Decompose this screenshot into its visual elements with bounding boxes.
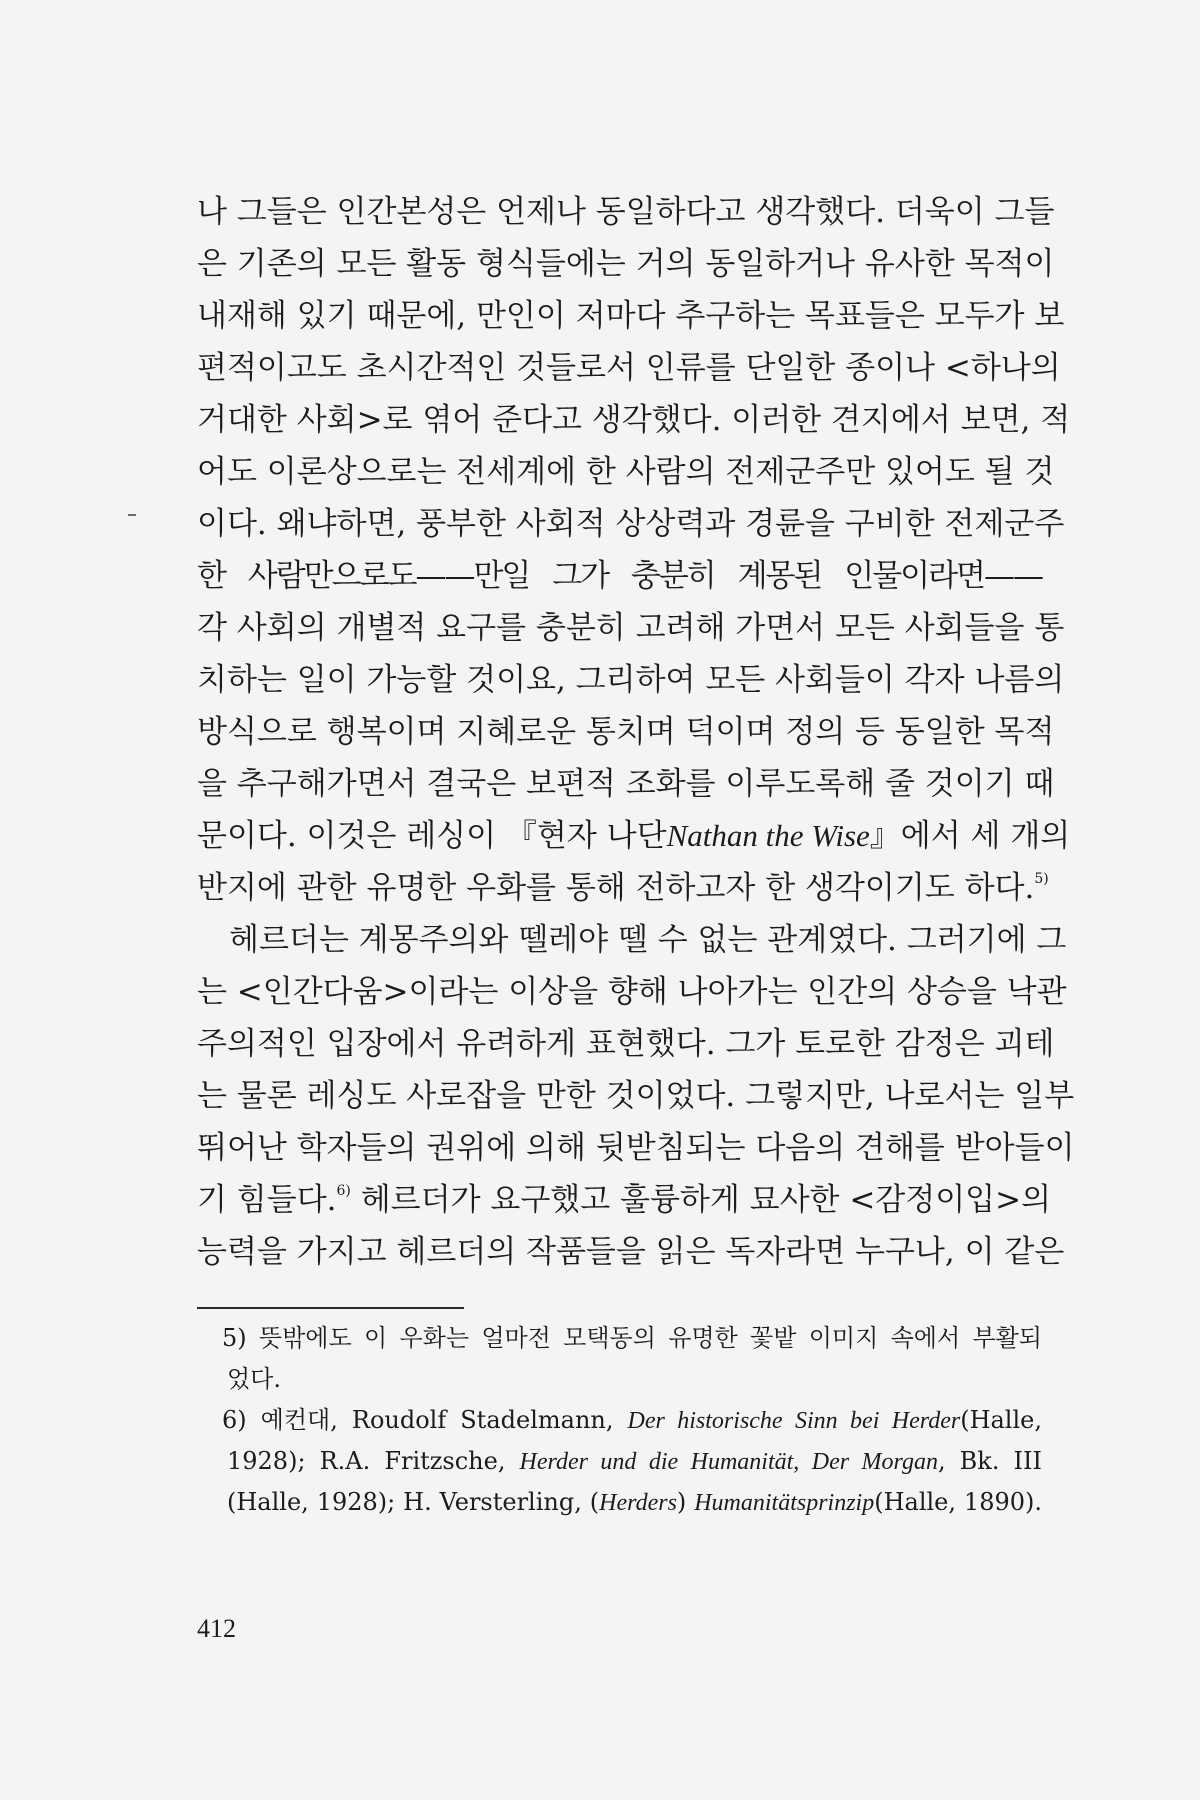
book-title: Der historische Sinn bei Herder — [627, 1408, 961, 1434]
text-line: 은 기존의 모든 활동 형식들에는 거의 동일하거나 유사한 목적이 — [197, 246, 1055, 282]
text-segment: (Halle, 1928); H. Versterling, ( — [227, 1488, 600, 1516]
footnotes — [222, 1318, 1042, 1523]
footnote-divider — [197, 1307, 464, 1309]
text-line: 능력을 가지고 헤르더의 작품들을 읽은 독자라면 누구나, 이 같은 — [197, 1234, 1065, 1270]
text-segment: , Bk. III — [937, 1447, 1042, 1475]
text-segment: 1928); R.A. Fritzsche, — [227, 1447, 520, 1475]
page-number: 412 — [197, 1614, 236, 1643]
text-line: 각 사회의 개별적 요구를 충분히 고려해 가면서 모든 사회들을 통 — [197, 610, 1065, 646]
text-line: 내재해 있기 때문에, 만인이 저마다 추구하는 목표들은 모두가 보 — [197, 298, 1065, 334]
text-segment: ) — [676, 1488, 695, 1516]
footnote-ref: 5) — [1034, 870, 1049, 887]
text-segment: 기 힘들다. — [197, 1182, 337, 1218]
text-line: 방식으로 행복이며 지혜로운 통치며 덕이며 정의 등 동일한 목적 — [197, 714, 1055, 750]
text-segment: 반지에 관한 유명한 우화를 통해 전하고자 한 생각이기도 하다. — [197, 870, 1035, 906]
book-title: Herders — [599, 1490, 677, 1516]
text-segment: 6) 예컨대, Roudolf Stadelmann, — [222, 1406, 628, 1434]
text-line: 헤르더는 계몽주의와 뗄레야 뗄 수 없는 관계였다. 그러기에 그 — [229, 922, 1067, 958]
text-line: 어도 이론상으로는 전세계에 한 사람의 전제군주만 있어도 될 것 — [197, 454, 1055, 490]
text-line: 을 추구해가면서 결국은 보편적 조화를 이루도록해 줄 것이기 때 — [197, 766, 1055, 802]
footnote-6 — [222, 1400, 1042, 1441]
text-line: 주의적인 입장에서 유려하게 표현했다. 그가 토로한 감정은 괴테 — [197, 1026, 1055, 1062]
footnote-6-continued — [222, 1482, 1042, 1523]
text-line — [197, 810, 1071, 862]
body-text — [197, 186, 1075, 1278]
book-title: Herder und die Humanität, Der Morgan — [519, 1449, 938, 1475]
text-line: 편적이고도 초시간적인 것들로서 인류를 단일한 종이나 <하나의 — [197, 350, 1061, 386]
footnote-ref: 6) — [336, 1182, 351, 1199]
text-line: 는 <인간다움>이라는 이상을 향해 나아가는 인간의 상승을 낙관 — [197, 974, 1067, 1010]
text-line: 거대한 사회>로 엮어 준다고 생각했다. 이러한 견지에서 보면, 적 — [197, 402, 1071, 438]
text-line: 이다. 왜냐하면, 풍부한 사회적 상상력과 경륜을 구비한 전제군주 — [197, 506, 1065, 542]
text-segment: 』에서 세 개의 — [869, 818, 1071, 854]
footnote-5-continued: 었다. — [227, 1365, 281, 1393]
text-segment: (Halle, — [960, 1406, 1042, 1434]
text-segment: 헤르더가 요구했고 훌륭하게 묘사한 <감정이입>의 — [350, 1182, 1052, 1218]
book-title: Humanitätsprinzip — [694, 1490, 875, 1516]
text-line — [197, 862, 1049, 914]
margin-mark — [128, 514, 136, 516]
book-title: Nathan the Wise — [666, 818, 870, 853]
footnote-6-continued — [222, 1441, 1042, 1482]
text-line — [197, 1174, 1052, 1226]
footnote-5: 5) 뜻밖에도 이 우화는 얼마전 모택동의 유명한 꽃밭 이미지 속에서 부활되 — [222, 1324, 1042, 1352]
text-line: 나 그들은 인간본성은 언제나 동일하다고 생각했다. 더욱이 그들 — [197, 194, 1055, 230]
text-line: 한 사람만으로도——만일 그가 충분히 계몽된 인물이라면—— — [197, 558, 1042, 594]
text-segment: 문이다. 이것은 레싱이 『현자 나단 — [197, 818, 667, 854]
text-line: 치하는 일이 가능할 것이요, 그리하여 모든 사회들이 각자 나름의 — [197, 662, 1065, 698]
text-segment: (Halle, 1890). — [874, 1488, 1042, 1516]
text-line: 뛰어난 학자들의 권위에 의해 뒷받침되는 다음의 견해를 받아들이 — [197, 1130, 1075, 1166]
text-line: 는 물론 레싱도 사로잡을 만한 것이었다. 그렇지만, 나로서는 일부 — [197, 1078, 1075, 1114]
